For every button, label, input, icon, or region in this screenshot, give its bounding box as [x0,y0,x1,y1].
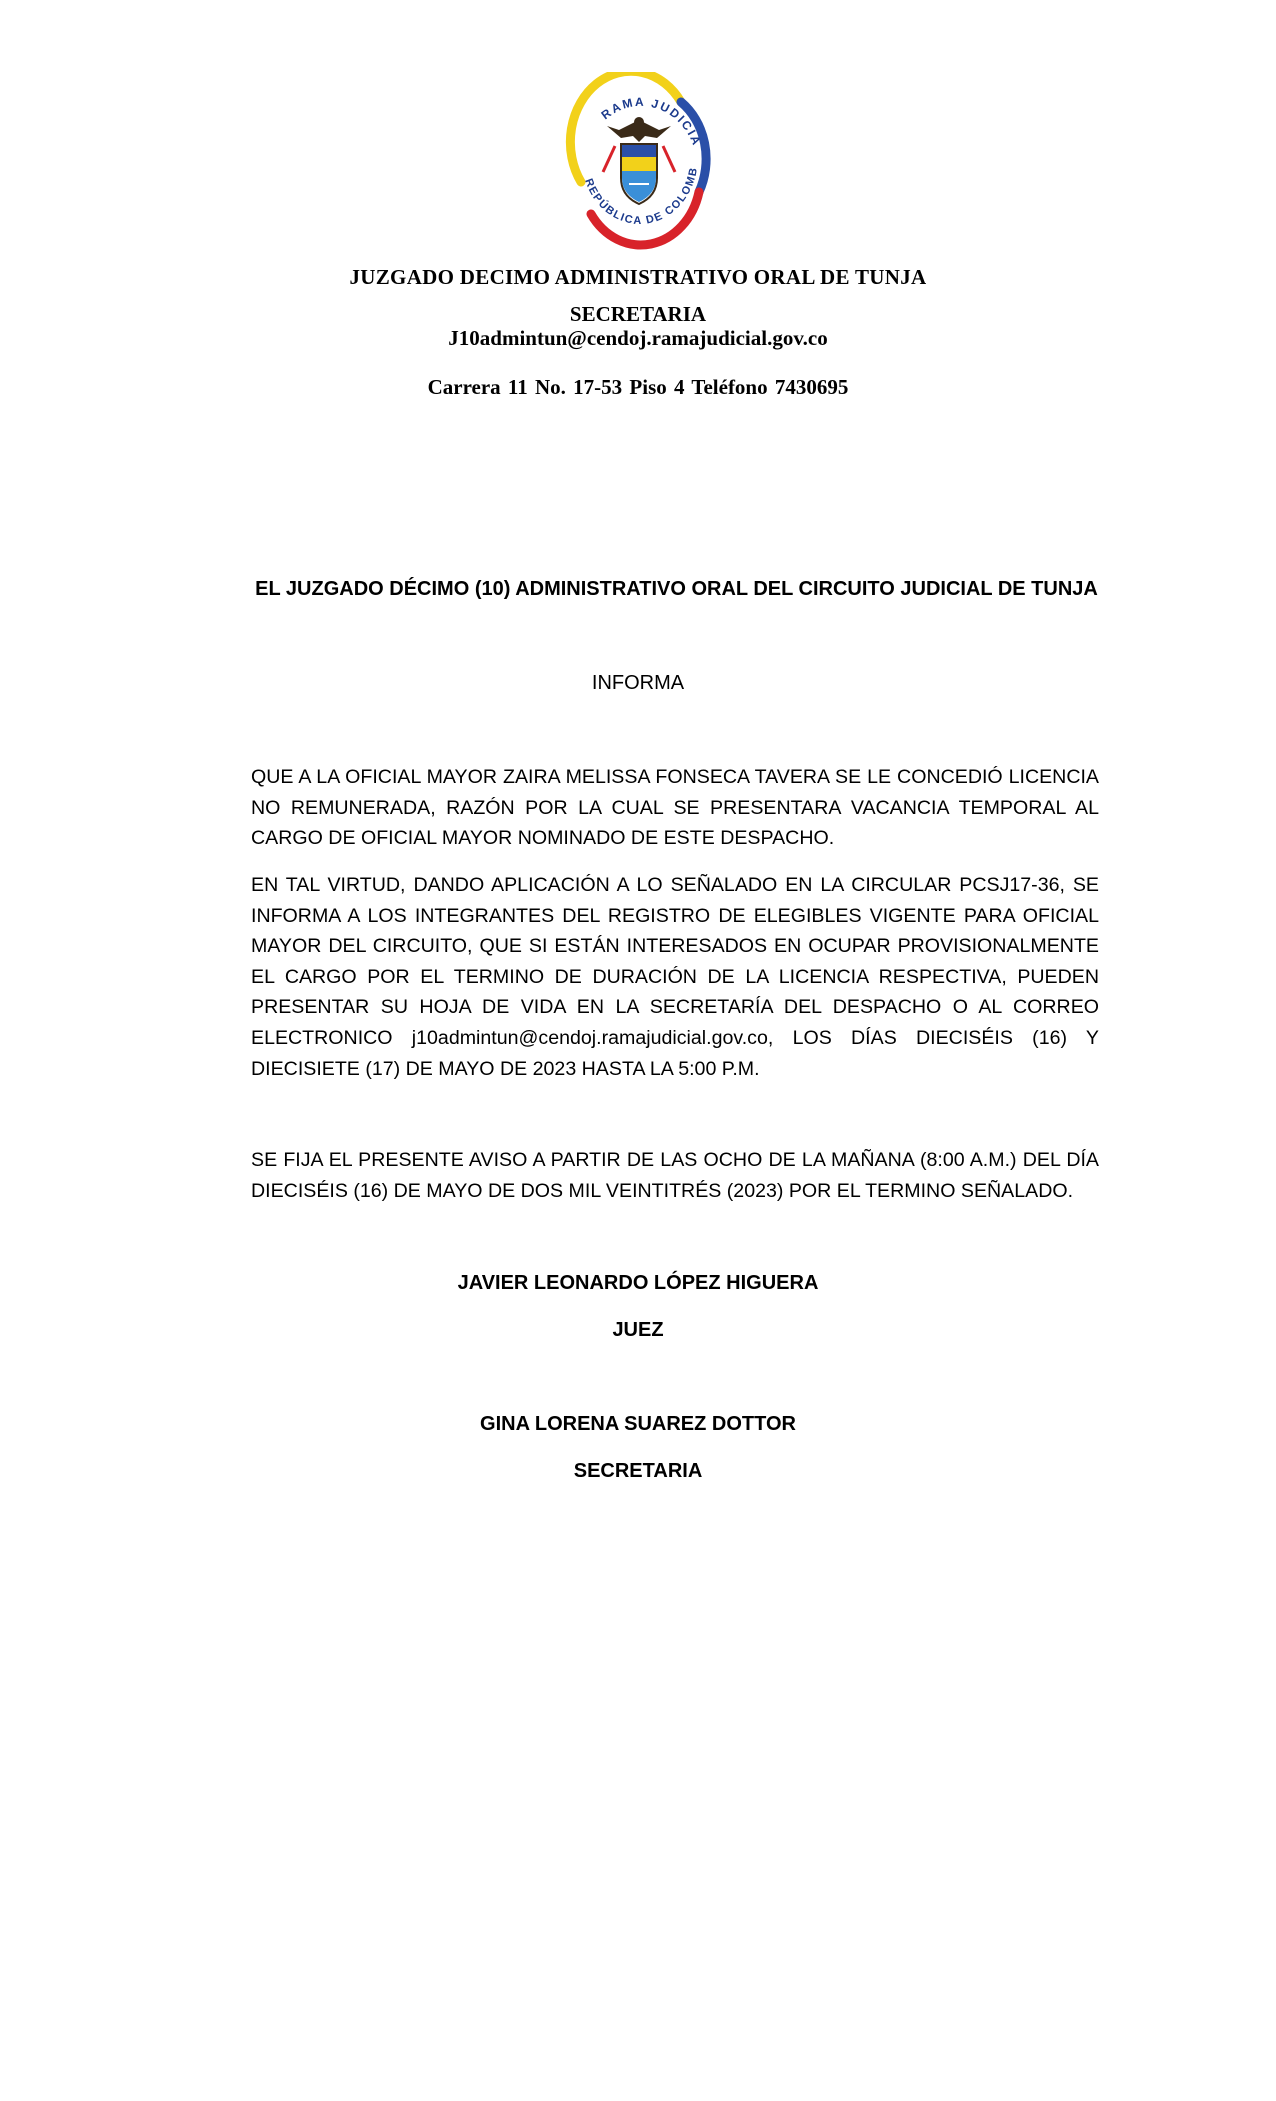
seal-top-text: RAMA JUDICIA [598,94,705,149]
rama-judicial-seal-logo [563,72,715,252]
seal-bottom-text: REPÚBLICA DE COLOMB [582,165,701,228]
court-name-heading: JUZGADO DECIMO ADMINISTRATIVO ORAL DE TUNJA [349,265,927,289]
informa-heading: INFORMA [591,672,685,694]
notice-paragraph-posting: SE FIJA EL PRESENTE AVISO A PARTIR DE LAS OCHO DE LA MAÑANA (8:00 A.M.) DEL DÍA DIECISÉIS (16) DE MAYO DE DOS MIL VEINTITRÉS (2023) POR EL TERMINO SEÑALADO. [251,1149,1099,1202]
judge-title: JUEZ [612,1319,664,1341]
court-email: J10admintun@cendoj.ramajudicial.gov.co [448,326,828,350]
secretary-title: SECRETARIA [573,1460,703,1482]
notice-paragraph-license: QUE A LA OFICIAL MAYOR ZAIRA MELISSA FONSECA TAVERA SE LE CONCEDIÓ LICENCIA NO REMUNERADA, RAZÓN POR LA CUAL SE PRESENTARA VACANCIA TEMPORAL AL CARGO DE OFICIAL MAYOR NOMINADO DE ESTE DESPACHO. [251,766,1099,850]
notice-paragraph-application: EN TAL VIRTUD, DANDO APLICACIÓN A LO SEÑALADO EN LA CIRCULAR PCSJ17-36, SE INFORMA A LOS INTEGRANTES DEL REGISTRO DE ELEGIBLES VIGENTE PARA OFICIAL MAYOR DEL CIRCUITO, QUE SI ESTÁN INTERESADOS EN OCUPAR PROVISIONALMENTE EL CARGO POR EL TERMINO DE DURACIÓN DE LA LICENCIA RESPECTIVA, PUEDEN PRESENTAR SU HOJA DE VIDA EN LA SECRETARÍA DEL DESPACHO O AL CORREO ELECTRONICO j10admintun@cendoj.ramajudicial.gov.co, LOS DÍAS DIECISÉIS (16) Y DIECISIETE (17) DE MAYO DE 2023 HASTA LA 5:00 P.M. [251,874,1099,1080]
secretary-name: GINA LORENA SUAREZ DOTTOR [480,1413,796,1435]
svg-text:RAMA JUDICIAL [563,72,704,149]
judge-name: JAVIER LEONARDO LÓPEZ HIGUERA [457,1272,819,1294]
notice-title: EL JUZGADO DÉCIMO (10) ADMINISTRATIVO ORAL DEL CIRCUITO JUDICIAL DE TUNJA [255,578,1098,600]
court-address: Carrera 11 No. 17-53 Piso 4 Teléfono 7430695 [427,375,849,399]
condor-icon [607,117,671,142]
coat-of-arms-shield-icon [621,144,657,204]
office-heading: SECRETARIA [569,302,707,326]
